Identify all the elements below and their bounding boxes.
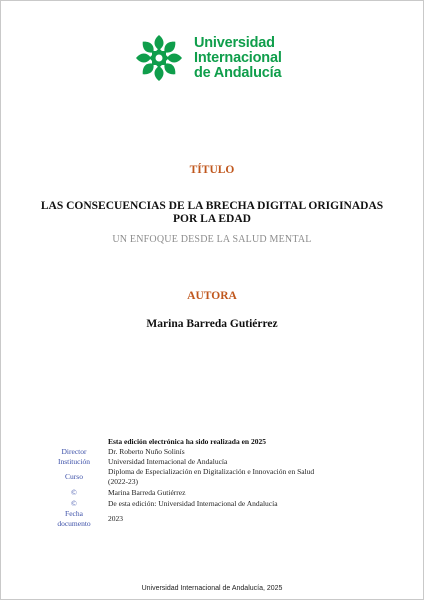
titulo-label: TÍTULO [189,164,235,176]
document-title: LAS CONSECUENCIAS DE LA BRECHA DIGITAL ORIGINADAS POR LA EDAD [40,200,384,225]
copyright-author-value: Marina Barreda Gutiérrez [108,488,186,497]
copyright-author-label: © [71,488,77,497]
page-footer: Universidad Internacional de Andalucía, 2025 [141,585,283,592]
curso-value-line-2: (2022-23) [108,477,138,486]
logo-text [194,36,304,81]
logo-line-1: Universidad [194,35,275,51]
logo-line-2: Internacional [194,50,282,66]
director-value: Dr. Roberto Nuño Solinís [108,447,185,456]
document-subtitle: UN ENFOQUE DESDE LA SALUD MENTAL [112,234,312,245]
edition-note: Esta edición electrónica ha sido realizada en 2025 [108,437,266,446]
star-pattern-icon [134,33,184,83]
curso-value-line-1: Diploma de Especialización en Digitalización e Innovación en Salud [108,467,315,476]
copyright-edition-label: © [71,499,77,508]
logo-line-3: de Andalucía [194,65,282,81]
university-logo [134,33,294,85]
author-name: Marina Barreda Gutiérrez [146,318,278,330]
fecha-label-line-1: Fecha [65,509,83,518]
autora-label: AUTORA [187,290,237,302]
institucion-value: Universidad Internacional de Andalucía [108,457,228,466]
institucion-label: Institución [57,457,91,466]
curso-label: Curso [65,472,83,481]
fecha-value: 2023 [108,514,123,523]
copyright-edition-value: De esta edición: Universidad Internacional de Andalucía [108,499,278,508]
fecha-label-line-2: documento [57,519,91,528]
director-label: Director [61,447,87,456]
